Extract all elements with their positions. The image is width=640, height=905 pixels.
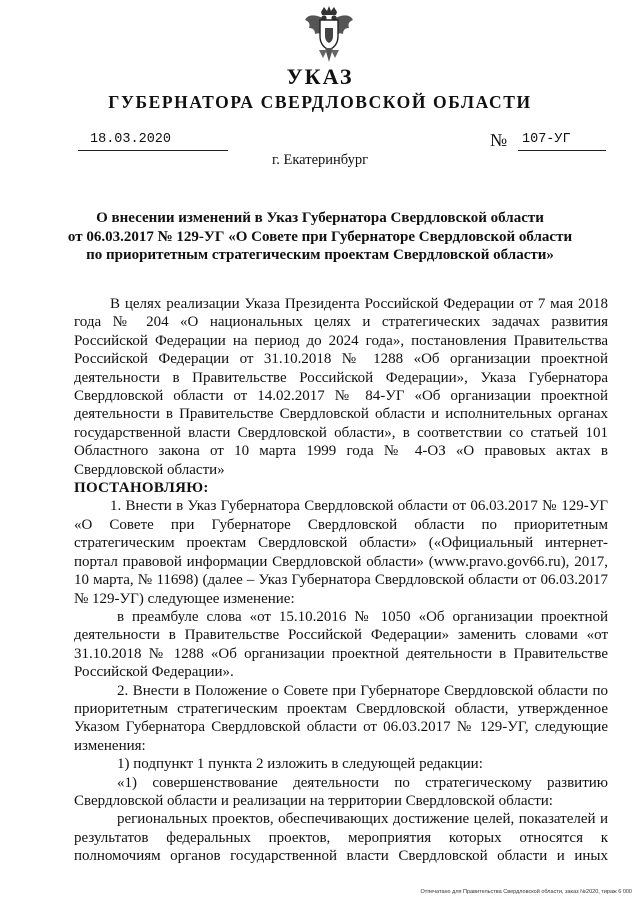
coat-of-arms-icon <box>303 6 355 64</box>
document-title: УКАЗ <box>286 64 354 89</box>
decree-heading: ПОСТАНОВЛЯЮ: <box>74 480 209 497</box>
number-sign: № <box>490 130 508 150</box>
document-date: 18.03.2020 <box>78 131 228 151</box>
item-2-1-quote-paragraph: «1) совершенствование деятельности по стратегическому развитию Свердловской области и реализации на территории Свердловской области: <box>74 774 608 809</box>
document-subject <box>0 209 640 265</box>
print-footer-note: Отпечатано для Правительства Свердловской области, заказ №2020, тираж 6 000 <box>420 889 632 895</box>
document-body <box>74 295 608 866</box>
item-1-text-paragraph: в преамбуле слова «от 15.10.2016 № 1050 «Об организации проектной деятельности в Правительстве Российской Федерации» заменить словами «от 31.10.2018 № 1288 «Об организации проектной деятельности в Правительстве Российской Федерации». <box>74 608 608 681</box>
document-city: г. Екатеринбург <box>271 152 369 168</box>
subject-line: по приоритетным стратегическим проектам Свердловской области» <box>86 247 554 263</box>
item-2-paragraph: 2. Внести в Положение о Совете при Губернаторе Свердловской области по приоритетным стратегическим проектам Свердловской области, утвержденное Указом Губернатора Свердловской области от 06.03.2017 № 129-УГ, следующие изменения: <box>74 682 608 754</box>
document-number: 107-УГ <box>518 131 606 151</box>
item-1-paragraph: 1. Внести в Указ Губернатора Свердловской области от 06.03.2017 № 129-УГ «О Совете при Губернаторе Свердловской области по приоритетным стратегическим проектам Свердловской области» («Официальный интернет-портал правовой информации Свердловской области» (www.pravo.gov66.ru), 2017, 10 марта, № 11698) (далее – Указ Губернатора Свердловской области от 06.03.2017 № 129-УГ) следующее изменение: <box>74 498 608 607</box>
document-issuer: ГУБЕРНАТОРА СВЕРДЛОВСКОЙ ОБЛАСТИ <box>108 92 532 112</box>
subject-line: от 06.03.2017 № 129-УГ «О Совете при Губернаторе Свердловской области <box>67 228 573 245</box>
subject-line: О внесении изменений в Указ Губернатора Свердловской области <box>96 210 544 226</box>
item-2-1-paragraph: 1) подпункт 1 пункта 2 изложить в следующей редакции: <box>117 756 483 773</box>
preamble-paragraph: В целях реализации Указа Президента Российской Федерации от 7 мая 2018 года № 204 «О национальных целях и стратегических задачах развития Российской Федерации на период до 2024 года», постановления Правительства Российской Федерации от 31.10.2018 № 1288 «Об организации проектной деятельности в Правительстве Российской Федерации», Указа Губернатора Свердловской области от 14.02.2017 № 84-УГ «Об организации проектной деятельности в Правительстве Свердловской области и исполнительных органах государственной власти Свердловской области», в соответствии со статьей 101 Областного закона от 10 марта 1999 года № 4-ОЗ «О правовых актах в Свердловской области» <box>74 296 608 478</box>
item-2-1-continuation-paragraph: региональных проектов, обеспечивающих достижение целей, показателей и результатов федеральных проектов, мероприятия которых относятся к полномочиям органов государственной власти Свердловской области и иных <box>74 811 608 865</box>
